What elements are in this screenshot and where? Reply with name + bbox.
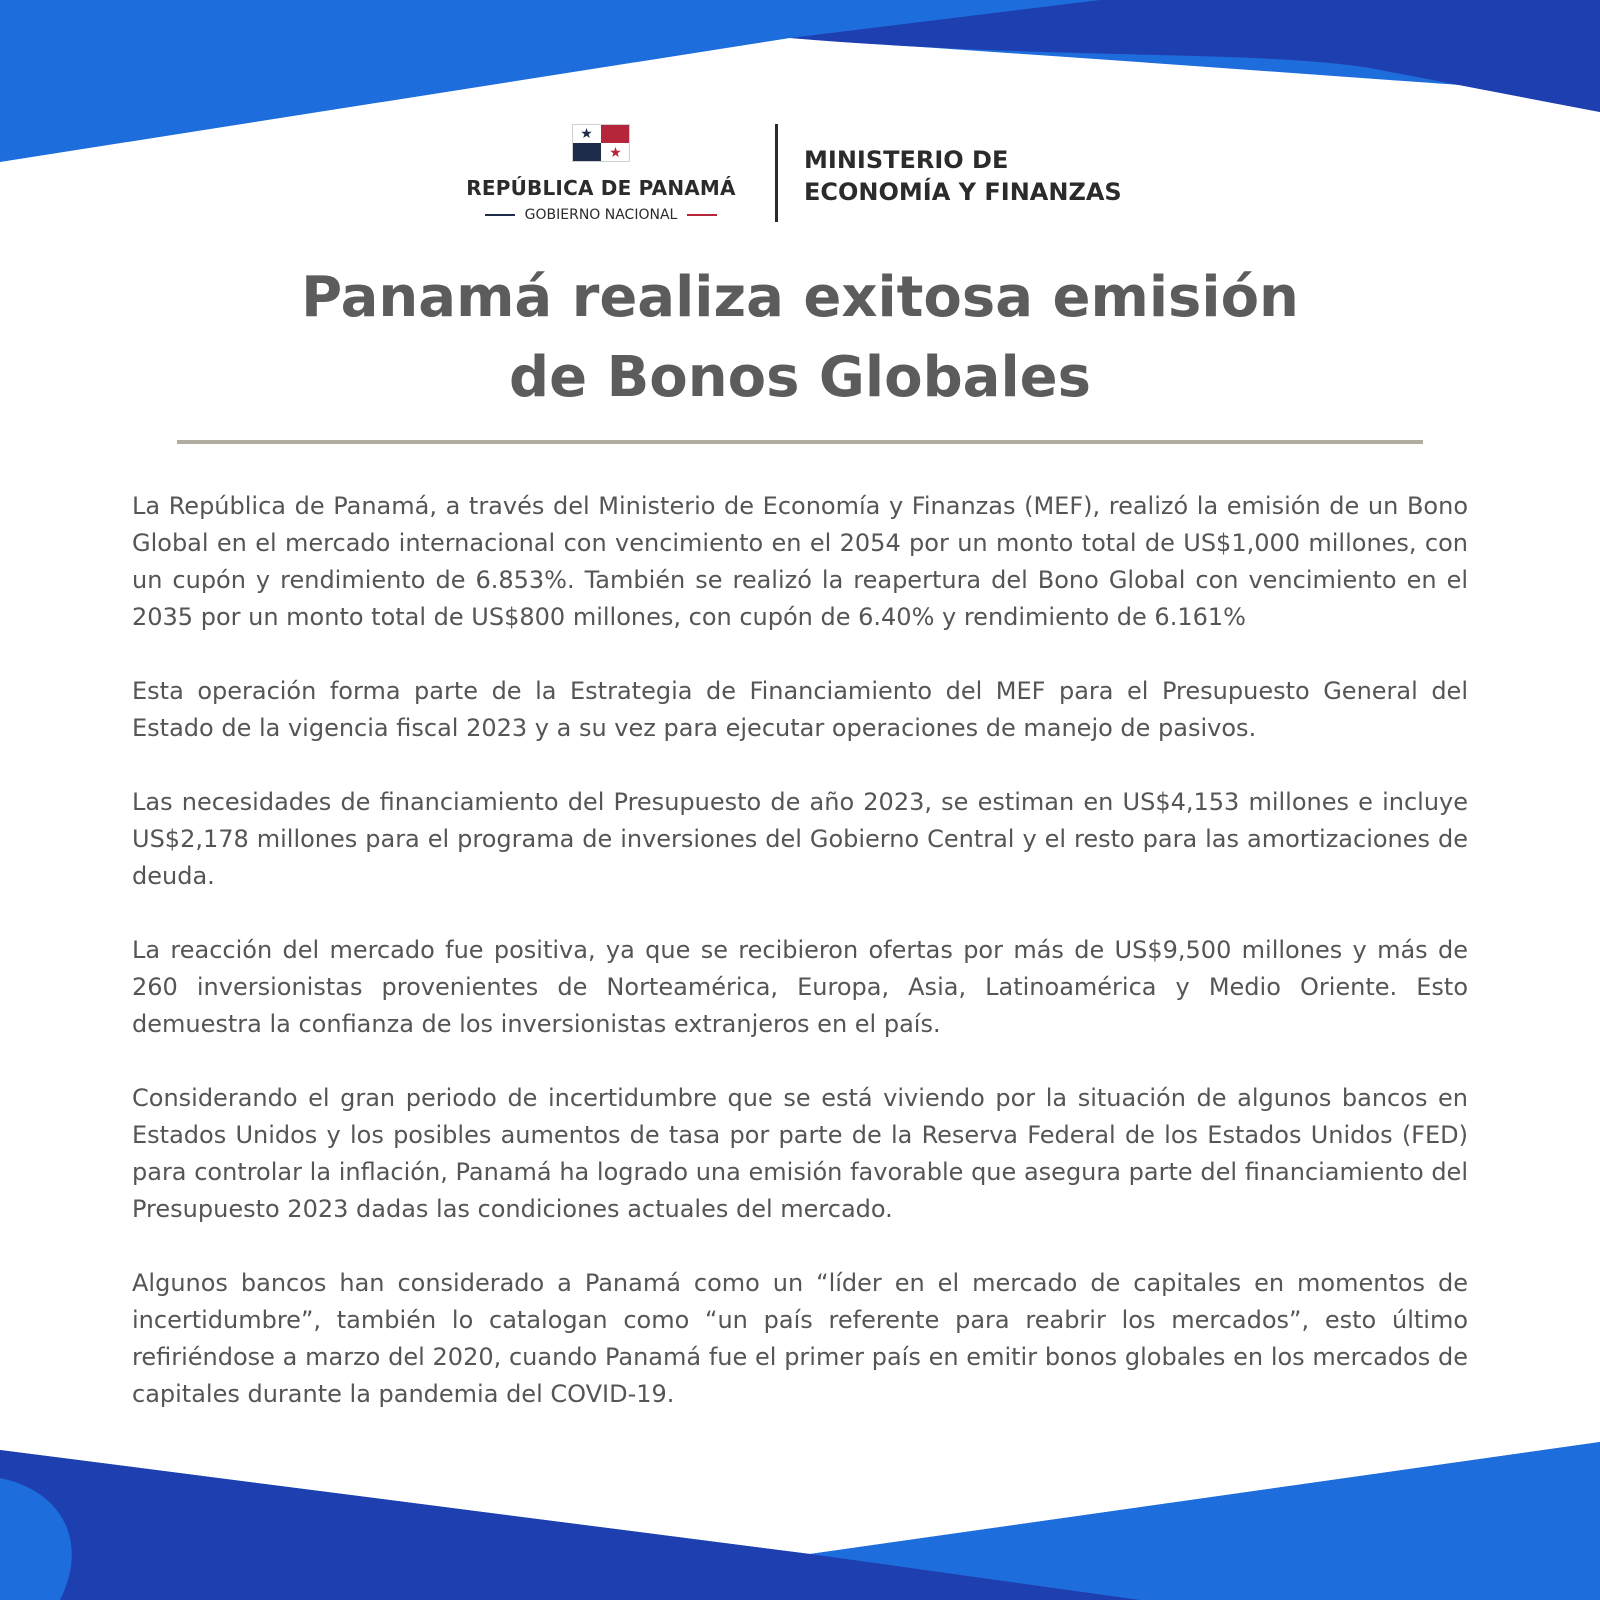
title-divider xyxy=(177,440,1423,444)
gov-left-line xyxy=(485,214,515,216)
panama-flag-icon xyxy=(572,124,630,162)
ministry-name xyxy=(804,144,1122,208)
title-line-2: de Bonos Globales xyxy=(509,345,1091,410)
header-divider xyxy=(775,124,778,222)
ministry-line-1: MINISTERIO DE xyxy=(804,146,1009,174)
article-title xyxy=(200,258,1400,418)
article-body xyxy=(132,488,1468,1450)
republic-name: REPÚBLICA DE PANAMÁ xyxy=(466,176,736,200)
paragraph-4: La reacción del mercado fue positiva, ya que se recibieron ofertas por más de US$9,500 millones y más de 260 inversionistas provenientes de Norteamérica, Europa, Asia, Latinoamérica y Medio Oriente. Esto demuestra la confianza de los inversionistas extranjeros en el país. xyxy=(132,936,1468,1038)
header-logos xyxy=(0,124,1600,224)
paragraph-6: Algunos bancos han considerado a Panamá como un “líder en el mercado de capitales en momentos de incertidumbre”, también lo catalogan como “un país referente para reabrir los mercados”, esto último refiriéndose a marzo del 2020, cuando Panamá fue el primer país en emitir bonos globales en los mercados de capitales durante la pandemia del COVID-19. xyxy=(132,1269,1468,1408)
paragraph-1: La República de Panamá, a través del Ministerio de Economía y Finanzas (MEF), realizó la emisión de un Bono Global en el mercado internacional con vencimiento en el 2054 por un monto total de US$1,000 millones, con un cupón y rendimiento de 6.853%. También se realizó la reapertura del Bono Global con vencimiento en el 2035 por un monto total de US$800 millones, con cupón de 6.40% y rendimiento de 6.161% xyxy=(132,492,1468,631)
gov-right-line xyxy=(687,214,717,216)
bottom-decorative-band xyxy=(0,1420,1600,1600)
paragraph-2: Esta operación forma parte de la Estrategia de Financiamiento del MEF para el Presupuesto General del Estado de la vigencia fiscal 2023 y a su vez para ejecutar operaciones de manejo de pasivos. xyxy=(132,677,1468,742)
government-label-row xyxy=(470,207,732,223)
paragraph-3: Las necesidades de financiamiento del Presupuesto de año 2023, se estiman en US$4,153 millones e incluye US$2,178 millones para el programa de inversiones del Gobierno Central y el resto para las amortizaciones de deuda. xyxy=(132,788,1468,890)
government-name: GOBIERNO NACIONAL xyxy=(524,207,678,223)
ministry-line-2: ECONOMÍA Y FINANZAS xyxy=(804,178,1122,206)
paragraph-5: Considerando el gran periodo de incertidumbre que se está viviendo por la situación de algunos bancos en Estados Unidos y los posibles aumentos de tasa por parte de la Reserva Federal de los Estados Unidos (FED) para controlar la inflación, Panamá ha logrado una emisión favorable que asegura parte del financiamiento del Presupuesto 2023 dadas las condiciones actuales del mercado. xyxy=(132,1084,1468,1223)
title-line-1: Panamá realiza exitosa emisión xyxy=(301,265,1299,330)
